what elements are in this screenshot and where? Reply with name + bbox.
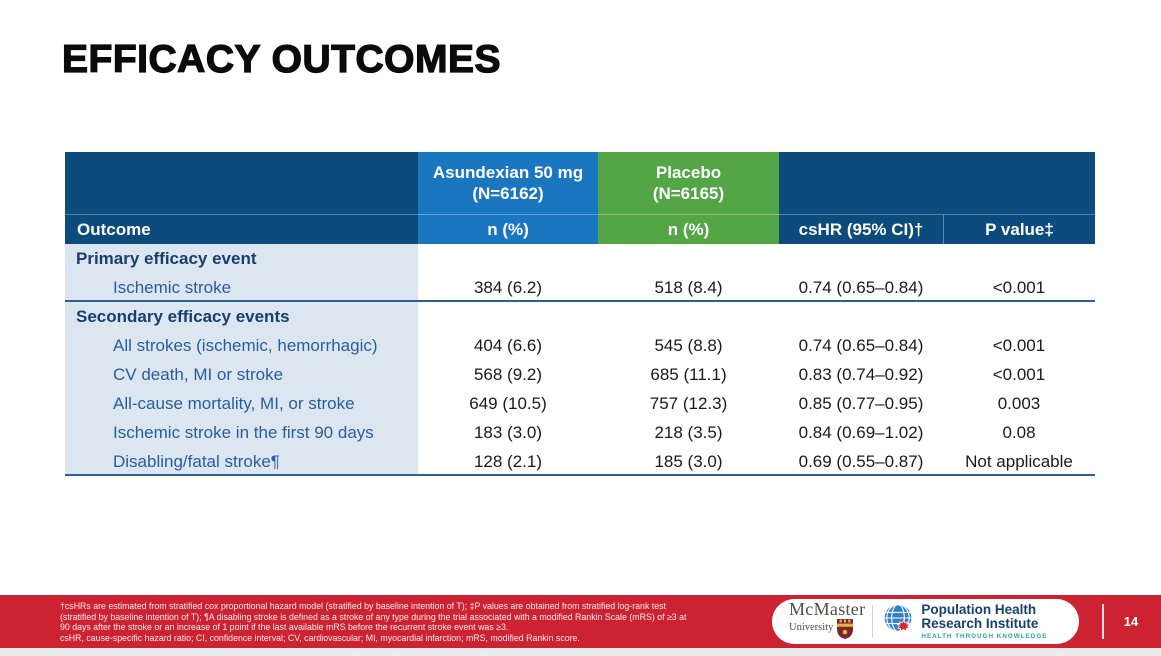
placebo-cell: 545 (8.8) — [654, 336, 723, 355]
outcome-cell: Ischemic stroke — [65, 273, 418, 300]
phri-logo — [882, 603, 1047, 640]
mcmaster-crest-icon — [837, 619, 853, 643]
footnote-line: (stratified by baseline intention of T); ¶A disabling stroke is defined as a stroke of any type during the trial associated with a modified Rankin Scale (mRS) of ≥3 at — [60, 611, 687, 622]
placebo-cell: 518 (8.4) — [654, 278, 723, 297]
cshr-cell — [779, 302, 943, 331]
page-number-divider — [1102, 604, 1104, 639]
group-header-placebo — [598, 152, 779, 214]
outcome-cell: Primary efficacy event — [65, 244, 418, 273]
cshr-cell: 0.74 (0.65–0.84) — [798, 336, 924, 355]
treatment-cell: 183 (3.0) — [473, 423, 543, 442]
table-column-header-row — [65, 214, 1095, 244]
footnotes — [60, 601, 686, 644]
cshr-cell — [779, 244, 943, 273]
treatment-cell: 649 (10.5) — [469, 394, 547, 413]
mcmaster-university-label: University — [789, 622, 834, 633]
pvalue-cell: Not applicable — [965, 452, 1073, 471]
phri-text — [921, 603, 1047, 640]
globe-icon — [882, 603, 914, 640]
outcome-cell: Ischemic stroke in the first 90 days — [65, 418, 418, 447]
pvalue-cell: 0.003 — [997, 394, 1041, 413]
phri-name-line1: Population Health — [921, 602, 1037, 617]
pvalue-cell — [943, 302, 1095, 331]
placebo-cell: 685 (11.1) — [650, 365, 727, 384]
outcome-cell: CV death, MI or stroke — [65, 360, 418, 389]
pvalue-cell: <0.001 — [992, 278, 1046, 297]
placebo-cell — [598, 302, 779, 331]
table-section-row — [65, 302, 1095, 331]
treatment-cell — [418, 244, 598, 273]
phri-tagline: HEALTH THROUGH KNOWLEDGE — [921, 633, 1048, 640]
table-body — [65, 244, 1095, 476]
logo-divider — [872, 605, 873, 638]
footnote-line: †csHRs are estimated from stratified cox proportional hazard model (stratified by baseline intention of T); ‡P values are obtained from stratified log-rank test — [60, 601, 666, 611]
group-header-treatment — [418, 152, 598, 214]
table-row — [65, 331, 1095, 360]
column-header-placebo-n: n (%) — [598, 214, 779, 244]
outcomes-table — [65, 152, 1095, 476]
outcome-cell: All-cause mortality, MI, or stroke — [65, 389, 418, 418]
table-row — [65, 389, 1095, 418]
logo-pill — [772, 599, 1079, 644]
placebo-cell: 757 (12.3) — [649, 394, 728, 413]
table-section-row — [65, 244, 1095, 273]
column-header-cshr: csHR (95% CI)† — [779, 214, 943, 244]
cshr-cell: 0.84 (0.69–1.02) — [798, 423, 924, 442]
cshr-cell: 0.85 (0.77–0.95) — [798, 394, 924, 413]
pvalue-cell — [943, 244, 1095, 273]
page-number: 14 — [1123, 614, 1139, 629]
treatment-cell: 404 (6.6) — [473, 336, 543, 355]
pvalue-cell: <0.001 — [992, 336, 1046, 355]
mcmaster-logo — [789, 600, 865, 643]
treatment-name: Asundexian 50 mg — [432, 163, 584, 182]
placebo-cell: 185 (3.0) — [654, 452, 723, 471]
pvalue-cell: <0.001 — [992, 365, 1046, 384]
table-row — [65, 360, 1095, 389]
column-header-treatment-n: n (%) — [418, 214, 598, 244]
treatment-cell: 384 (6.2) — [473, 278, 543, 297]
cshr-cell: 0.69 (0.55–0.87) — [798, 452, 924, 471]
cshr-cell: 0.74 (0.65–0.84) — [798, 278, 924, 297]
table-row — [65, 418, 1095, 447]
cshr-cell: 0.83 (0.74–0.92) — [798, 365, 924, 384]
outcome-cell: All strokes (ischemic, hemorrhagic) — [65, 331, 418, 360]
column-header-pvalue: P value‡ — [943, 214, 1095, 244]
outcome-cell: Disabling/fatal stroke¶ — [65, 447, 418, 474]
table-group-header-row — [65, 152, 1095, 214]
placebo-n: (N=6165) — [652, 184, 725, 203]
placebo-cell — [598, 244, 779, 273]
treatment-cell: 568 (9.2) — [473, 365, 543, 384]
treatment-cell: 128 (2.1) — [473, 452, 543, 471]
footnote-line: csHR, cause-specific hazard ratio; CI, confidence interval; CV, cardiovascular; MI, myocardial infarction; mRS, modified Rankin score. — [60, 633, 580, 644]
treatment-n: (N=6162) — [472, 184, 544, 203]
table-row — [65, 273, 1095, 302]
table-row — [65, 447, 1095, 476]
footnote-line: 90 days after the stroke or an increase of 1 point if the last available mRS before the recurrent stroke event was ≥3. — [60, 622, 509, 633]
group-header-stats-spacer — [779, 152, 1095, 214]
placebo-name: Placebo — [655, 163, 722, 182]
column-header-outcome: Outcome — [65, 214, 418, 244]
slide-title: EFFICACY OUTCOMES — [62, 38, 501, 81]
placebo-cell: 218 (3.5) — [654, 423, 723, 442]
bottom-strip — [0, 648, 1161, 656]
phri-name-line2: Research Institute — [921, 616, 1039, 631]
group-header-spacer — [65, 152, 418, 214]
treatment-cell — [418, 302, 598, 331]
pvalue-cell: 0.08 — [1002, 423, 1036, 442]
outcome-cell: Secondary efficacy events — [65, 302, 418, 331]
mcmaster-wordmark: McMaster — [789, 599, 866, 619]
footer-bar — [0, 595, 1161, 648]
